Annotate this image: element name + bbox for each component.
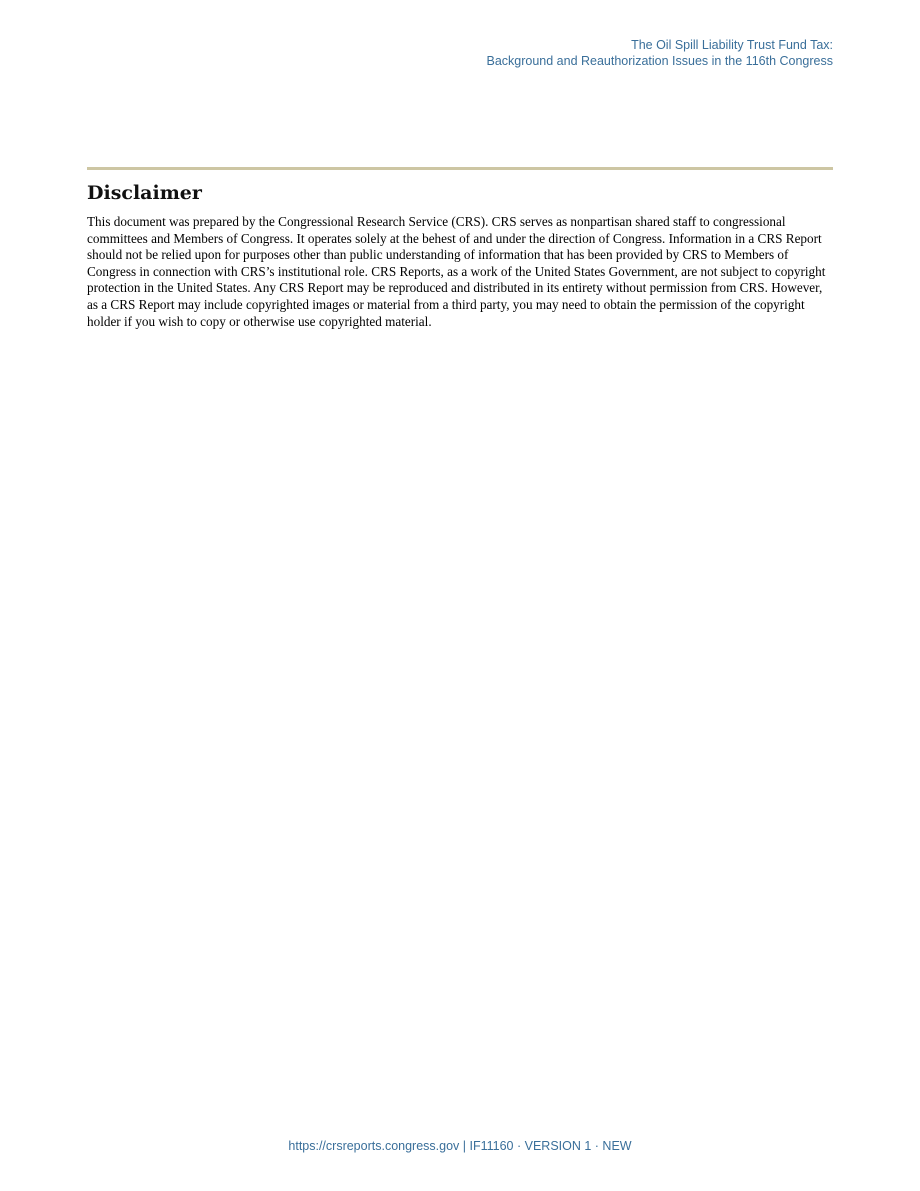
section-divider	[87, 167, 833, 170]
header-title-line-1: The Oil Spill Liability Trust Fund Tax:	[631, 38, 833, 52]
disclaimer-heading: Disclaimer	[87, 182, 202, 204]
disclaimer-section	[87, 181, 833, 330]
footer-url-link[interactable]: https://crsreports.congress.gov	[288, 1139, 460, 1153]
footer-separator: |	[459, 1139, 470, 1153]
disclaimer-body: This document was prepared by the Congressional Research Service (CRS). CRS serves as nonpartisan shared staff to congressional committees and Members of Congress. It operates solely at the behest of and under the direction of Congress. Information in a CRS Report should not be relied upon for purposes other than public understanding of information that has been provided by CRS to Members of Congress in connection with CRS’s institutional role. CRS Reports, as a work of the United States Government, are not subject to copyright protection in the United States. Any CRS Report may be reproduced and distributed in its entirety without permission from CRS. However, as a CRS Report may include copyrighted images or material from a third party, you may need to obtain the permission of the copyright holder if you wish to copy or otherwise use copyrighted material.	[87, 214, 826, 329]
footer-report-info: IF11160 · VERSION 1 · NEW	[469, 1139, 632, 1153]
running-header	[486, 37, 833, 69]
page-footer	[0, 1138, 920, 1154]
header-title-line-2: Background and Reauthorization Issues in the 116th Congress	[486, 54, 833, 68]
